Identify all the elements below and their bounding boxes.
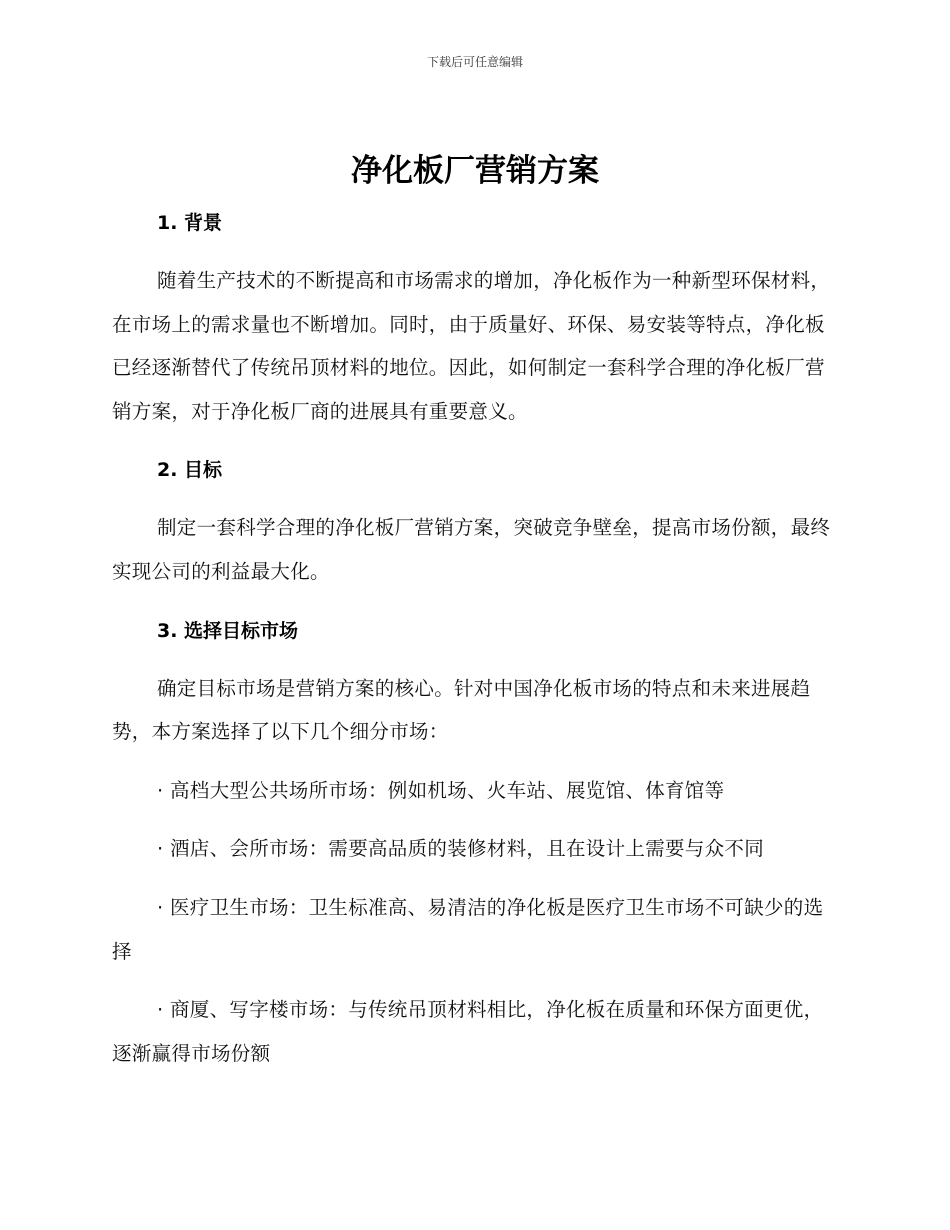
section-paragraph-background: 随着生产技术的不断提高和市场需求的增加，净化板作为一种新型环保材料，在市场上的需求量也不断增加。同时，由于质量好、环保、易安装等特点，净化板已经逐渐替代了传统吊顶材料的地位。因此，如何制定一套科学合理的净化板厂营销方案，对于净化板厂商的进展具有重要意义。 (112, 269, 831, 423)
bullet-item-medical: · 医疗卫生市场：卫生标准高、易清洁的净化板是医疗卫生市场不可缺少的选择 (112, 895, 824, 963)
section-heading-goal: 2. 目标 (157, 459, 223, 482)
bullet-item-office-buildings: · 商厦、写字楼市场：与传统吊顶材料相比，净化板在质量和环保方面更优，逐渐赢得市场份额 (112, 998, 824, 1065)
document-body (112, 202, 834, 1075)
section-paragraph-goal: 制定一套科学合理的净化板厂营销方案，突破竞争壁垒，提高市场份额，最终实现公司的利益最大化。 (112, 516, 831, 583)
document-title: 净化板厂营销方案 (351, 153, 599, 189)
section-heading-target-market: 3. 选择目标市场 (157, 619, 299, 642)
section-paragraph-target-market: 确定目标市场是营销方案的核心。针对中国净化板市场的特点和未来进展趋势，本方案选择了以下几个细分市场： (112, 676, 811, 744)
page-header-note: 下载后可任意编辑 (426, 55, 523, 69)
section-heading-background: 1. 背景 (157, 212, 223, 234)
bullet-item-hotels: · 酒店、会所市场：需要高品质的装修材料，且在设计上需要与众不同 (157, 837, 764, 861)
bullet-item-public-venues: · 高档大型公共场所市场：例如机场、火车站、展览馆、体育馆等 (157, 778, 725, 802)
